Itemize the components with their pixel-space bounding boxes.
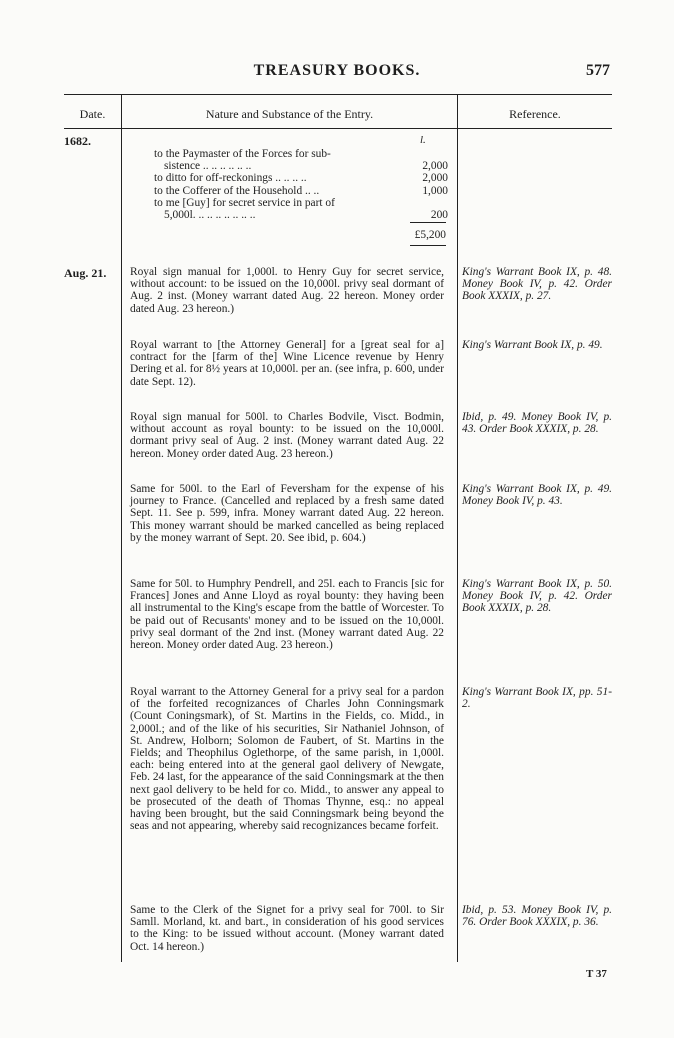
entry-text: Same for 50l. to Humphry Pendrell, and 25l. each to Francis [sic for Frances] Jones and Anne Lloyd as royal bounty: they having been all instrumental to the King's escape from the battle of Worcester. To be paid out of Recusants' money and to be issued on the 10,000l. privy seal dormant of the 2nd inst. (Money warrant dated Aug. 22 hereon. Money order dated Aug. 23 hereon.) bbox=[130, 578, 444, 652]
entry-reference: King's Warrant Book IX, p. 50. Money Book IV, p. 42. Order Book XXXIX, p. 28. bbox=[462, 578, 612, 615]
column-header-nature: Nature and Substance of the Entry. bbox=[205, 107, 374, 121]
reference-column-rule bbox=[457, 94, 458, 962]
entry-text: Royal warrant to the Attorney General for a privy seal for a pardon of the forfeited recognizances of Charles John Conningsmark (Count Coningsmark), of St. Martins in the Fields, co. Midd., in 2,000l.; and of the like of his securities, Sir Nathaniel Johnson, of St. Andrew, Holborn; Solomon de Faubert, of St. Martins in the Fields; and Theophilus Oglethorpe, of the same parish, in 1,000l. each: being entered into at the general gaol delivery of Newgate, Feb. 24 last, for the appearance of the said Conningsmark at the then next gaol delivery to be held for co. Midd., to answer any appeal to be prosecuted of the death of Thomas Thynne, esq.: no appeal having been brought, but the said Conningsmark being beyond the seas and not appearing, whereby said recognizances became forfeit. bbox=[130, 686, 444, 833]
currency-unit: l. bbox=[420, 134, 426, 146]
entry-reference: King's Warrant Book IX, p. 48. Money Book IV, p. 42. Order Book XXXIX, p. 27. bbox=[462, 266, 612, 303]
payment-row: to me [Guy] for secret service in part of bbox=[154, 196, 335, 209]
entry-reference: Ibid, p. 53. Money Book IV, p. 76. Order Book XXXIX, p. 36. bbox=[462, 904, 612, 929]
payment-total: £5,200 bbox=[414, 229, 446, 241]
entry-text: Royal sign manual for 500l. to Charles Bodvile, Visct. Bodmin, without account as royal bounty: to be issued on the 10,000l. dormant privy seal of Aug. 2 inst. (Money warrant dated Aug. 22 hereon. Money order dated Aug. 23 hereon.) bbox=[130, 411, 444, 460]
year-label: 1682. bbox=[64, 134, 91, 148]
column-header-reference: Reference. bbox=[509, 107, 561, 121]
payment-row: to the Paymaster of the Forces for sub- bbox=[154, 148, 331, 160]
payment-row: sistence .. .. .. .. .. .. 2,000 bbox=[164, 160, 448, 173]
payment-row: to the Cofferer of the Household .. .. 1,000 bbox=[154, 184, 448, 197]
payment-row: to ditto for off-reckonings .. .. .. .. 2,000 bbox=[154, 172, 448, 185]
entry-text: Same for 500l. to the Earl of Feversham for the expense of his journey to France. (Cancelled and replaced by a fresh same dated Sept. 11. See p. 599, infra. Money warrant dated Aug. 22 hereon. This money warrant should be marked cancelled as being replaced by the money warrant of Sept. 20. See ibid, p. 604.) bbox=[130, 483, 444, 544]
entry-text: Royal sign manual for 1,000l. to Henry Guy for secret service, without account: to be issued on the 10,000l. privy seal dormant of Aug. 2 inst. (Money warrant dated Aug. 22 hereon. Money order dated Aug. 23 hereon.) bbox=[130, 266, 444, 315]
payment-row: 5,000l. .. .. .. .. .. .. .. 200 bbox=[164, 209, 448, 222]
entry-reference: King's Warrant Book IX, p. 49. bbox=[462, 339, 603, 351]
entry-text: Same to the Clerk of the Signet for a privy seal for 700l. to Sir Samll. Morland, kt. and bart., in consideration of his good services to the King: to be issued without account. (Money warrant dated Oct. 14 hereon.) bbox=[130, 904, 444, 953]
page-title: TREASURY BOOKS. bbox=[253, 62, 421, 79]
total-rule-top bbox=[410, 222, 446, 223]
column-header-date: Date. bbox=[79, 107, 106, 121]
entry-date: Aug. 21. bbox=[64, 266, 107, 280]
entry-reference: King's Warrant Book IX, pp. 51-2. bbox=[462, 686, 612, 711]
entry-reference: Ibid, p. 49. Money Book IV, p. 43. Order Book XXXIX, p. 28. bbox=[462, 411, 612, 436]
total-rule-bottom bbox=[410, 245, 446, 246]
entry-text: Royal warrant to [the Attorney General] for a [great seal for a] contract for the [farm of the] Wine Licence revenue by Henry Dering et al. for 8½ years at 10,000l. per an. (see infra, p. 600, under date Sept. 12). bbox=[130, 339, 444, 388]
table-top-rule bbox=[64, 94, 612, 95]
signature-mark: T 37 bbox=[586, 968, 607, 980]
date-column-rule bbox=[121, 94, 122, 962]
table-header-rule bbox=[64, 128, 612, 129]
entry-reference: King's Warrant Book IX, p. 49. Money Book IV, p. 43. bbox=[462, 483, 612, 508]
page-number: 577 bbox=[586, 62, 610, 79]
payment-list bbox=[154, 148, 448, 221]
